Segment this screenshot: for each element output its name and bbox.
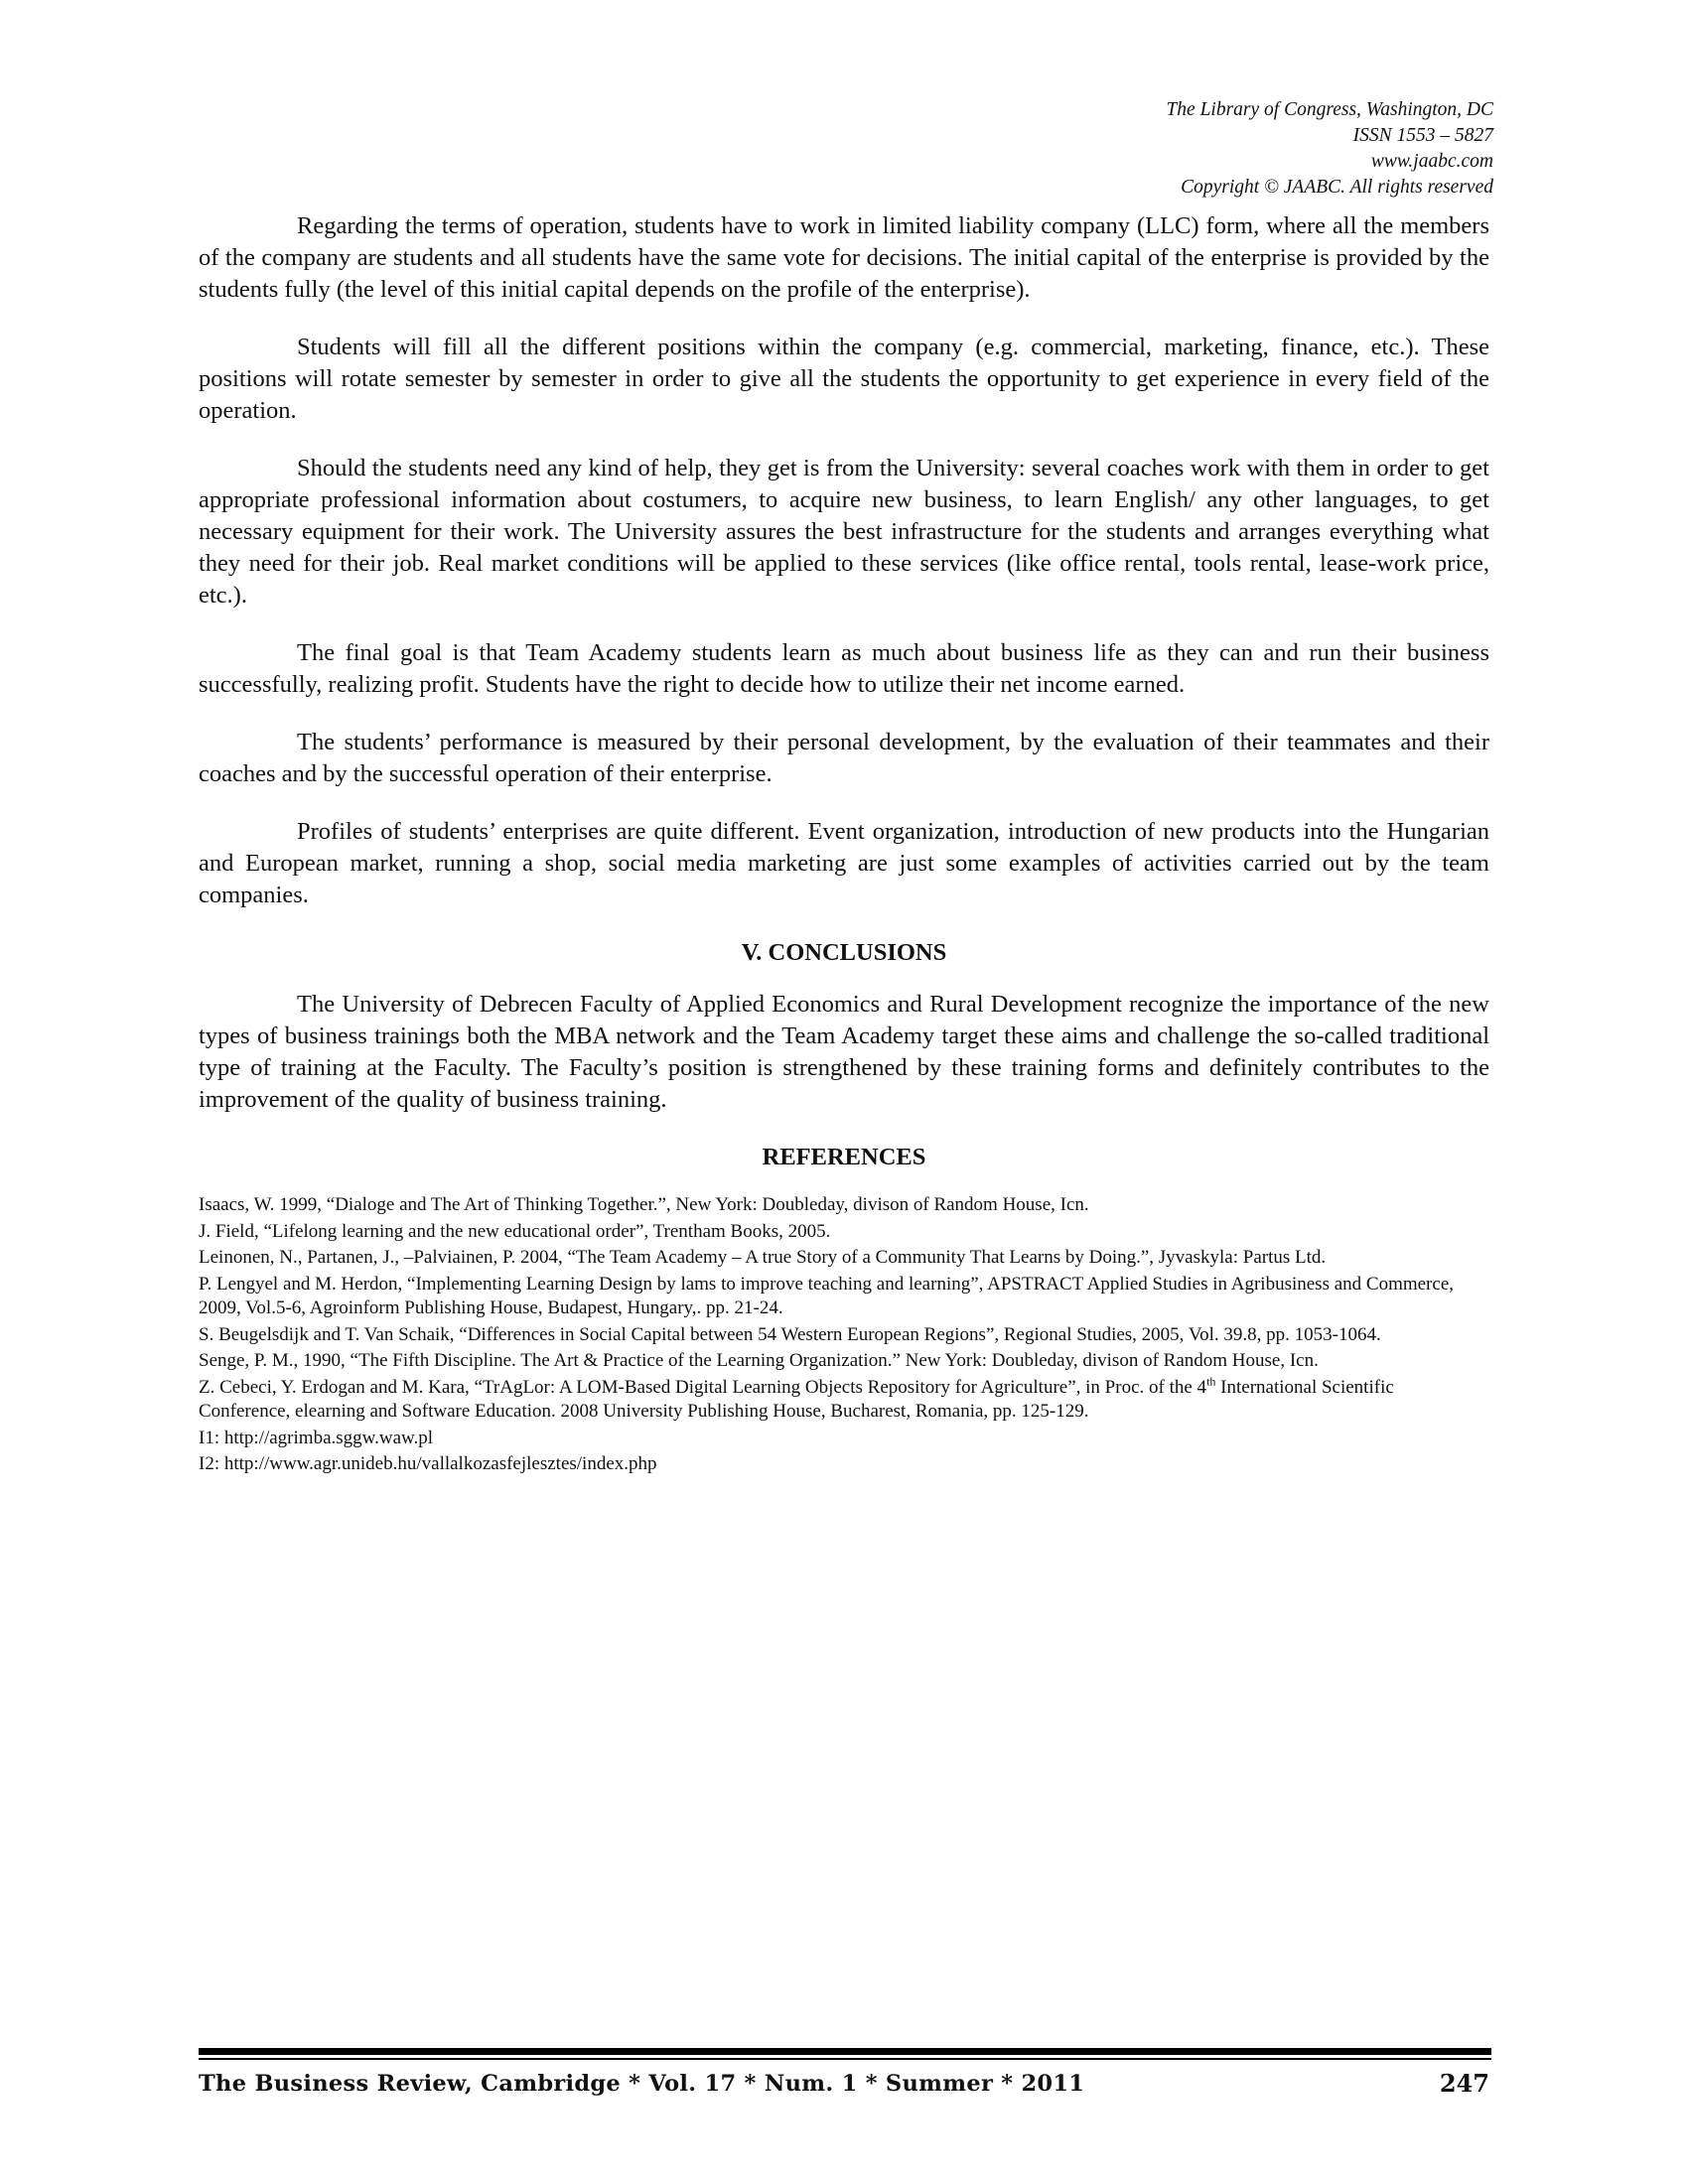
header-website: www.jaabc.com: [1370, 151, 1493, 172]
conclusions-heading: V. CONCLUSIONS: [741, 939, 947, 966]
reference-link: I1: http://agrimba.sggw.waw.pl: [199, 1427, 434, 1448]
reference-superscript: th: [1206, 1374, 1216, 1389]
conclusions-paragraph: The University of Debrecen Faculty of Applied Economics and Rural Development recognize the importance of the new types of business trainings both the MBA network and the Team Academy target these aims and challenge the so-called traditional type of training at the Faculty. The Faculty’s position is strengthened by these training forms and definitely contributes to the improvement of the quality of business training.: [199, 991, 1489, 1113]
header-issn: ISSN 1553 – 5827: [1352, 125, 1493, 146]
body-paragraph: Students will fill all the different positions within the company (e.g. commercial, marketing, finance, etc.). These positions will rotate semester by semester in order to give all the students the opportunity to get experience in every field of the operation.: [199, 334, 1489, 424]
body-paragraph: The students’ performance is measured by their personal development, by the evaluation of their teammates and their coaches and by the successful operation of their enterprise.: [199, 729, 1489, 787]
body-paragraph: Regarding the terms of operation, students have to work in limited liability company (LLC) form, where all the members of the company are students and all students have the same vote for decisions. The initial capital of the enterprise is provided by the students fully (the level of this initial capital depends on the profile of the enterprise).: [199, 212, 1489, 303]
reference-item: Isaacs, W. 1999, “Dialoge and The Art of Thinking Together.”, New York: Doubleday, divison of Random House, Icn.: [199, 1194, 1089, 1215]
body-paragraph: Should the students need any kind of help, they get is from the University: several coaches work with them in order to get appropriate professional information about costumers, to acquire new business, to learn English/ any other languages, to get necessary equipment for their work. The University assures the best infrastructure for the students and arranges everything what they need for their job. Real market conditions will be applied to these services (like office rental, tools rental, lease-work price, etc.).: [199, 455, 1489, 609]
article-body: [199, 210, 1489, 1479]
reference-item: P. Lengyel and M. Herdon, “Implementing Learning Design by lams to improve teaching and learning”, APSTRACT Applied Studies in Agribusiness and Commerce, 2009, Vol.5-6, Agroinform Publishing House, Budapest, Hungary,. pp. 21-24.: [199, 1273, 1455, 1318]
header-copyright: Copyright © JAABC. All rights reserved: [1181, 177, 1493, 198]
reference-item-cebeci: [199, 1376, 1489, 1425]
journal-header: [1166, 97, 1493, 201]
references-heading: REFERENCES: [762, 1144, 926, 1170]
reference-item: S. Beugelsdijk and T. Van Schaik, “Differences in Social Capital between 54 Western European Regions”, Regional Studies, 2005, Vol. 39.8, pp. 1053-1064.: [199, 1323, 1381, 1345]
page-number: 247: [1439, 2069, 1489, 2098]
footer-rule: [199, 2048, 1491, 2055]
header-library: The Library of Congress, Washington, DC: [1166, 99, 1493, 120]
reference-text: International Scientific Conference, elearning and Software Education. 2008 University Publishing House, Bucharest, Romania, pp. 125-129.: [199, 1376, 1394, 1422]
reference-item: J. Field, “Lifelong learning and the new educational order”, Trentham Books, 2005.: [199, 1220, 831, 1242]
body-paragraph: The final goal is that Team Academy students learn as much about business life as they can and run their business successfully, realizing profit. Students have the right to decide how to utilize their net income earned.: [199, 639, 1489, 698]
footer-journal-citation: The Business Review, Cambridge * Vol. 17 * Num. 1 * Summer * 2011: [199, 2071, 1085, 2097]
reference-item: Senge, P. M., 1990, “The Fifth Discipline. The Art & Practice of the Learning Organization.” New York: Doubleday, divison of Random House, Icn.: [199, 1350, 1319, 1371]
body-paragraph: Profiles of students’ enterprises are quite different. Event organization, introduction of new products into the Hungarian and European market, running a shop, social media marketing are just some examples of activities carried out by the team companies.: [199, 818, 1489, 908]
reference-item: Leinonen, N., Partanen, J., –Palviainen, P. 2004, “The Team Academy – A true Story of a Community That Learns by Doing.”, Jyvaskyla: Partus Ltd.: [199, 1247, 1327, 1268]
reference-link: I2: http://www.agr.unideb.hu/vallalkozasfejlesztes/index.php: [199, 1453, 657, 1474]
footer-rule: [199, 2058, 1491, 2060]
reference-list: [199, 1193, 1489, 1477]
reference-text: Z. Cebeci, Y. Erdogan and M. Kara, “TrAgLor: A LOM-Based Digital Learning Objects Repository for Agriculture”, in Proc. of the 4: [199, 1376, 1207, 1398]
